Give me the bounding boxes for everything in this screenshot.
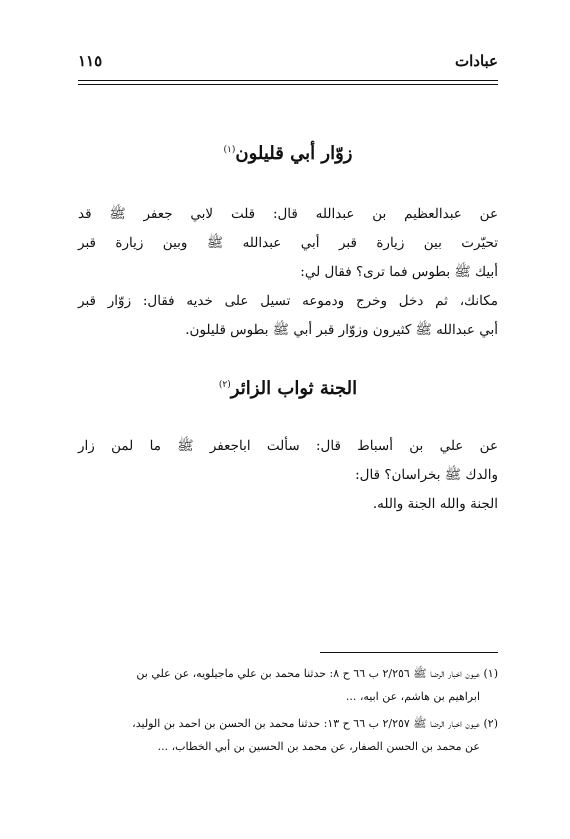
footnote-line: ابراهيم بن هاشم، عن ابيه، ... xyxy=(345,690,480,703)
footnote-line: عن محمد بن الحسن الصفار، عن محمد بن الحسين بن أبي الخطاب، ... xyxy=(157,740,480,753)
running-title: عبادات xyxy=(454,52,498,70)
section-1-body xyxy=(78,200,498,345)
footnote-ref-1: (١) xyxy=(223,145,236,155)
body-line: عن علي بن أسباط قال: سألت اباجعفر ﷺ ما لمن زار xyxy=(78,438,498,454)
footnote-ref-2: (٢) xyxy=(218,380,231,390)
footnote-2 xyxy=(78,712,498,758)
section-title-2-text: الجنة ثواب الزائر xyxy=(230,378,358,399)
body-line: الجنة والله الجنة والله. xyxy=(372,496,498,512)
footnote-1 xyxy=(78,662,498,708)
body-line: مكانك، ثم دخل وخرج ودموعه تسيل على خديه فقال: زوّار قبر xyxy=(78,293,498,309)
section-2-body xyxy=(78,432,498,519)
body-line: تحيّرت بين زيارة قبر أبي عبدالله ﷺ وبين زيارة قبر xyxy=(78,235,498,251)
body-line: أبي عبدالله ﷺ كثيرون وزوّار قبر أبي ﷺ بطوس قليلون. xyxy=(185,322,498,338)
body-line: أبيك ﷺ بطوس فما ترى؟ فقال لي: xyxy=(300,264,498,280)
footnote-separator xyxy=(320,652,498,653)
section-title-2 xyxy=(78,378,498,399)
body-line: والدك ﷺ بخراسان؟ قال: xyxy=(355,467,498,483)
section-title-1 xyxy=(78,143,498,164)
page-number: ١١٥ xyxy=(78,52,103,70)
page-header xyxy=(78,52,498,74)
footnote-line: (١) عيون اخبار الرضا ﷺ ٢/٢٥٦ ب ٦٦ ح ٨: حدثنا محمد بن علي ماجيلويه، عن علي بن xyxy=(136,667,498,680)
body-line: عن عبدالعظيم بن عبدالله قال: قلت لابي جعفر ﷺ قد xyxy=(78,206,498,222)
footnote-line: (٢) عيون اخبار الرضا ﷺ ٢/٢٥٧ ب ٦٦ ح ١٣: حدثنا محمد بن الحسن بن احمد بن الوليد، xyxy=(132,717,498,730)
header-rule xyxy=(78,80,498,85)
footnotes xyxy=(78,662,498,762)
section-title-1-text: زوّار أبي قليلون xyxy=(235,143,353,164)
